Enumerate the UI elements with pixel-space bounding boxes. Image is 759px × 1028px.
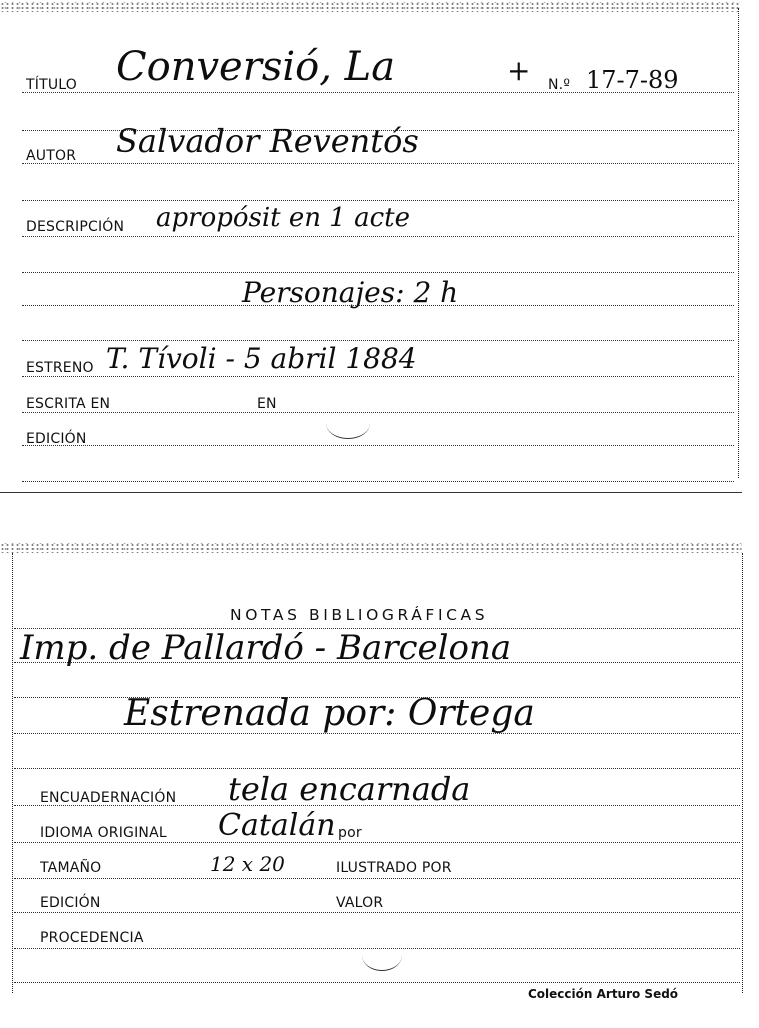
rule-line [22, 340, 734, 341]
bottom-card-left-edge [12, 553, 13, 993]
rule-line [22, 200, 734, 201]
numero-value: 17-7-89 [586, 66, 679, 94]
faint-stamp-mark [362, 940, 402, 971]
titulo-value: Conversió, La [116, 44, 396, 90]
rule-line [14, 768, 740, 769]
nota-line-1: Imp. de Pallardó - Barcelona [20, 628, 512, 668]
rule-line [22, 412, 734, 413]
faint-stamp-mark [326, 408, 370, 439]
rule-line [14, 912, 740, 913]
procedencia-label: PROCEDENCIA [40, 930, 144, 946]
personajes-value: Personajes: 2 h [242, 276, 459, 309]
por-label: por [338, 825, 362, 841]
rule-line [22, 163, 734, 164]
encuadernacion-value: tela encarnada [228, 770, 471, 808]
rule-line [22, 445, 734, 446]
rule-line [22, 272, 734, 273]
coleccion-footer: Colección Arturo Sedó [528, 987, 679, 1001]
ilustrado-por-label: ILUSTRADO POR [336, 860, 452, 876]
edicion-label-bottom: EDICIÓN [40, 895, 101, 911]
escrita-en-label: ESCRITA EN [26, 396, 111, 412]
notas-bibliograficas-heading: NOTAS BIBLIOGRÁFICAS [230, 606, 489, 624]
numero-label: N.º [548, 77, 571, 93]
top-card-right-edge [738, 8, 739, 478]
descripcion-value: apropósit en 1 acte [156, 203, 410, 233]
bottom-card-edge-texture [0, 543, 742, 553]
rule-line [22, 481, 734, 482]
estreno-value: T. Tívoli - 5 abril 1884 [106, 342, 417, 375]
rule-line [14, 842, 740, 843]
top-card-edge-texture [0, 2, 740, 12]
estreno-label: ESTRENO [26, 360, 94, 376]
titulo-label: TÍTULO [26, 77, 77, 93]
rule-line [14, 878, 740, 879]
valor-label: VALOR [336, 895, 384, 911]
idioma-value: Catalán [218, 808, 336, 843]
tamano-label: TAMAÑO [40, 860, 102, 876]
idioma-original-label: IDIOMA ORIGINAL [40, 825, 167, 841]
encuadernacion-label: ENCUADERNACIÓN [40, 790, 177, 806]
rule-line [22, 236, 734, 237]
rule-line [14, 982, 740, 983]
nota-line-2: Estrenada por: Ortega [124, 693, 535, 734]
edicion-label: EDICIÓN [26, 431, 87, 447]
bottom-card-right-edge [742, 553, 743, 993]
en-label: EN [257, 396, 277, 412]
cross-mark: + [507, 54, 531, 87]
rule-line [22, 376, 734, 377]
autor-label: AUTOR [26, 148, 77, 164]
descripcion-label: DESCRIPCIÓN [26, 219, 125, 235]
card-separator-line [0, 492, 742, 493]
tamano-value: 12 x 20 [210, 852, 285, 876]
autor-value: Salvador Reventós [116, 122, 419, 160]
